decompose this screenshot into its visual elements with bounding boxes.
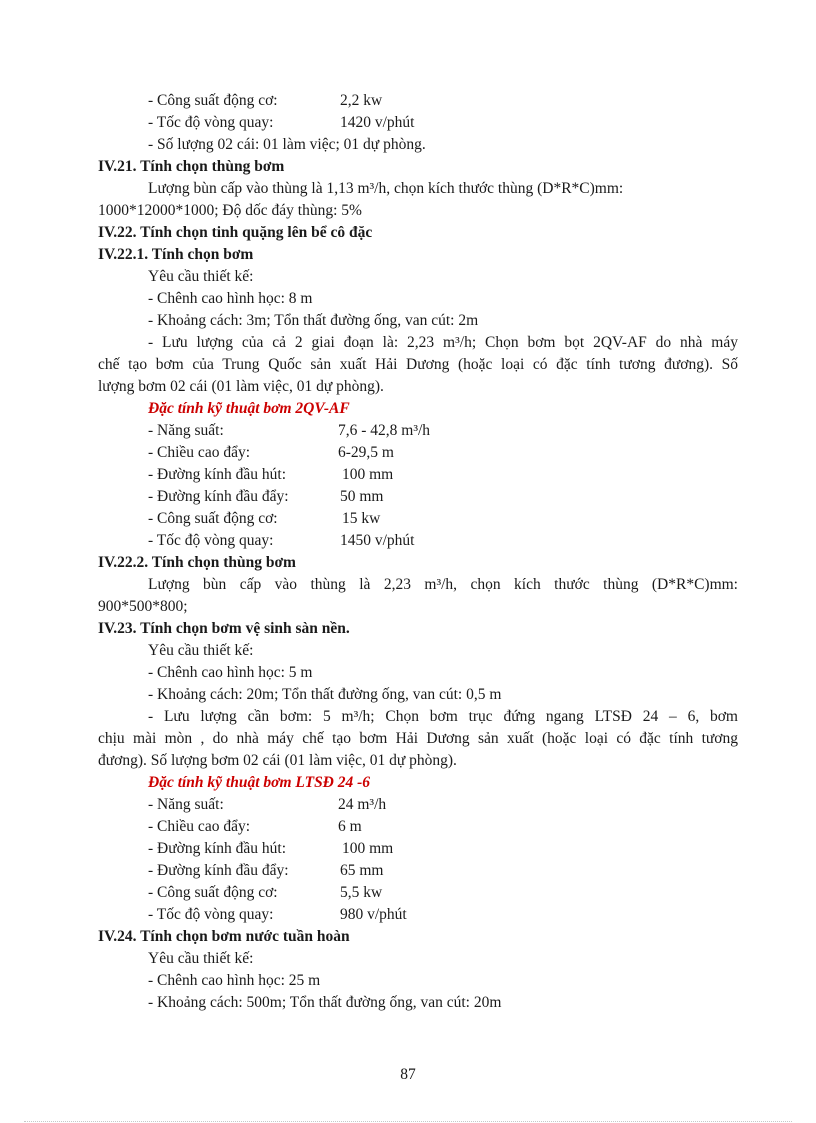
spec-line: - Đường kính đầu hút: 100 mm	[148, 466, 394, 483]
section-heading: IV.21. Tính chọn thùng bơm	[98, 158, 285, 175]
spec-line: - Công suất động cơ: 2,2 kw	[148, 92, 383, 109]
spec-line: - Đường kính đầu hút: 100 mm	[148, 840, 394, 857]
paragraph-line: 1000*12000*1000; Độ dốc đáy thùng: 5%	[98, 202, 362, 219]
text-line: Yêu cầu thiết kế:	[148, 268, 254, 285]
spec-line: - Năng suất: 24 m³/h	[148, 796, 387, 813]
spec-line: - Chiều cao đẩy: 6-29,5 m	[148, 444, 394, 461]
paragraph-line: 900*500*800;	[98, 598, 188, 615]
spec-title: Đặc tính kỹ thuật bơm 2QV-AF	[148, 400, 350, 417]
paragraph-line: lượng bơm 02 cái (01 làm việc, 01 dự phòng).	[98, 378, 384, 395]
section-heading: IV.24. Tính chọn bơm nước tuần hoàn	[98, 928, 350, 945]
spec-line: - Công suất động cơ: 15 kw	[148, 510, 381, 527]
paragraph-line: Lượng bùn cấp vào thùng là 1,13 m³/h, chọn kích thước thùng (D*R*C)mm:	[148, 180, 624, 197]
spec-line: - Đường kính đầu đẩy: 50 mm	[148, 488, 384, 505]
text-line: - Số lượng 02 cái: 01 làm việc; 01 dự phòng.	[148, 136, 426, 153]
footer-divider	[24, 1121, 792, 1122]
spec-title: Đặc tính kỹ thuật bơm LTSĐ 24 -6	[148, 774, 371, 791]
section-heading: IV.22. Tính chọn tinh quặng lên bể cô đặc	[98, 224, 373, 241]
spec-line: - Tốc độ vòng quay: 980 v/phút	[148, 906, 407, 923]
text-line: - Khoảng cách: 20m; Tổn thất đường ống, van cút: 0,5 m	[148, 686, 502, 703]
page-number: 87	[400, 1066, 416, 1083]
text-line: - Chênh cao hình học: 25 m	[148, 972, 321, 989]
text-line: - Chênh cao hình học: 8 m	[148, 290, 313, 307]
subsection-heading: IV.22.2. Tính chọn thùng bơm	[98, 554, 296, 571]
section-heading: IV.23. Tính chọn bơm vệ sinh sàn nền.	[98, 620, 350, 637]
subsection-heading: IV.22.1. Tính chọn bơm	[98, 246, 254, 263]
spec-line: - Đường kính đầu đẩy: 65 mm	[148, 862, 384, 879]
paragraph-line: - Lưu lượng của cả 2 giai đoạn là: 2,23 m³/h; Chọn bơm bọt 2QV-AF do nhà máy	[148, 334, 738, 351]
paragraph-line: - Lưu lượng cần bơm: 5 m³/h; Chọn bơm trục đứng ngang LTSĐ 24 – 6, bơm	[148, 708, 738, 725]
text-line: - Khoảng cách: 3m; Tổn thất đường ống, van cút: 2m	[148, 312, 479, 329]
paragraph-line: chế tạo bơm của Trung Quốc sản xuất Hải Dương (hoặc loại có đặc tính tương đương). Số	[98, 356, 738, 373]
spec-line: - Tốc độ vòng quay: 1450 v/phút	[148, 532, 415, 549]
text-line: - Chênh cao hình học: 5 m	[148, 664, 313, 681]
spec-line: - Tốc độ vòng quay: 1420 v/phút	[148, 114, 415, 131]
paragraph-line: Lượng bùn cấp vào thùng là 2,23 m³/h, chọn kích thước thùng (D*R*C)mm:	[148, 576, 738, 593]
paragraph-line: đương). Số lượng bơm 02 cái (01 làm việc, 01 dự phòng).	[98, 752, 457, 769]
spec-line: - Năng suất: 7,6 - 42,8 m³/h	[148, 422, 431, 439]
text-line: Yêu cầu thiết kế:	[148, 642, 254, 659]
text-line: Yêu cầu thiết kế:	[148, 950, 254, 967]
spec-line: - Công suất động cơ: 5,5 kw	[148, 884, 383, 901]
spec-line: - Chiều cao đẩy: 6 m	[148, 818, 362, 835]
text-line: - Khoảng cách: 500m; Tổn thất đường ống, van cút: 20m	[148, 994, 502, 1011]
paragraph-line: chịu mài mòn , do nhà máy chế tạo bơm Hải Dương sản xuất (hoặc loại có đặc tính tương	[98, 730, 738, 747]
